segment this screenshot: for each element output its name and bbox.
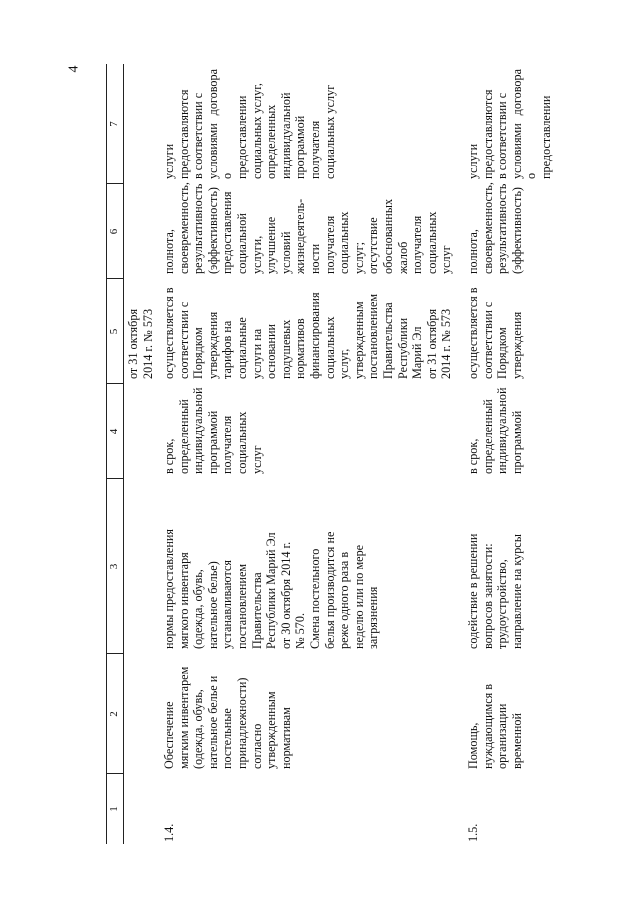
text-line: устанавливаются [220,560,235,649]
row-number: 1.4. [162,823,176,842]
text-line: временной [509,712,524,769]
text-line: полнота, [162,229,176,274]
text-line: основании [264,324,279,379]
text-line: соответствии с [176,301,191,379]
text-line: финансирования [307,292,322,379]
text-line: Марий Эл [410,326,425,379]
text-line: (одежда, обувь, [191,569,206,649]
column-header-2: 2 [108,711,120,717]
text-line: программой [205,410,220,474]
page-number: 4 [66,65,82,73]
carryover-row [122,64,156,844]
text-line: жизнедеятель- [293,198,308,274]
column-header-1: 1 [108,806,120,812]
text-line: предоставления [220,191,235,274]
text-line: предоставлении [538,95,553,179]
text-line: индивидуальной [278,92,293,179]
text-line: в соответствии с [191,92,206,179]
text-line: в соответствии с [495,92,510,179]
text-line: белья производится не [322,531,337,649]
row-number: 1.5. [466,823,480,842]
text-line: тарифов на [220,320,235,379]
services-table [106,64,553,844]
text-line: Республики [395,317,410,379]
payment-procedure [466,279,524,384]
text-line: вопросов занятости: [480,543,495,649]
text-line: услуги предоставляются [466,89,495,179]
text-line: трудоустройство, [495,559,510,649]
text-line: от 31 октября [424,308,439,379]
text-line: предоставлении [234,95,249,179]
text-line: (эффективность) [509,187,524,274]
text-line: своевременность, [480,182,495,274]
text-line: № 570. [293,612,308,649]
text-line: обоснованных [380,198,395,274]
text-line: услуг [249,445,264,474]
column-divider [107,478,123,479]
text-line: в срок, [466,438,480,474]
column-header-4: 4 [108,428,120,435]
column-divider [107,773,123,774]
text-line: нормы предоставления [162,529,176,649]
text-line: содействие в решении [466,533,480,649]
text-line: (эффективность) [205,187,220,274]
text-line: программой получателя [293,115,322,179]
text-line: соответствии с [480,301,495,379]
text-line: услуги на [249,328,264,379]
text-line: услуги, [249,235,264,274]
text-line: получателя [220,415,235,474]
text-line: социальных [322,316,337,379]
text-line: социальных услуг, [249,83,264,179]
text-line: услуг; отсутствие [351,217,381,274]
text-line: социальных [234,411,249,474]
text-line: утвержденным [351,301,366,379]
quality-indicators [162,184,454,279]
column-header-3: 3 [108,563,120,570]
text-line: мягкого инвентаря [176,552,191,649]
text-line: услуг, [337,348,352,379]
text-line: 2014 г. № 573 [140,308,155,379]
text-line: неделю или по мере [351,544,366,649]
text-line: определенных [264,104,279,179]
text-line: согласно [249,723,264,769]
text-line: (одежда, обувь, [191,689,206,769]
text-line: нательное белье и [205,675,220,769]
column-header-7: 7 [108,121,120,127]
service-term [466,384,524,479]
text-line: условиями договора о [205,69,235,179]
text-line: условий [278,231,293,274]
service-name [162,654,293,774]
text-line: определенный [176,399,191,474]
text-line: программой [509,410,524,474]
text-line: нормативов [293,318,308,379]
text-line: жалоб получателя [395,215,425,274]
column-divider [107,183,123,184]
text-line: социальной [234,213,249,274]
quality-indicators [466,184,524,279]
text-line: принадлежности) [234,677,249,769]
column-divider [107,278,123,279]
service-conditions [466,64,554,184]
text-line: своевременность, [176,182,191,274]
text-line: Правительства [249,572,264,649]
text-line: улучшение [264,216,279,274]
text-line: нормативам [278,707,293,769]
column-divider [107,653,123,654]
text-line: нуждающимся в [480,683,495,769]
text-line: загрязнения [366,586,381,649]
text-line: результативность [191,183,206,274]
service-norms [466,479,524,654]
text-line: осуществляется в [466,287,480,379]
text-line: результативность [495,183,510,274]
text-line: Порядком [495,327,510,379]
text-line: индивидуальной [495,387,510,474]
text-line: Республики Марий Эл [264,532,279,649]
text-line: определенный [480,399,495,474]
text-line: постельные [220,708,235,769]
text-line: полнота, [466,229,480,274]
text-line: осуществляется в [162,287,176,379]
payment-procedure [162,279,454,384]
text-line: социальных услуг [424,211,454,274]
text-line: Обеспечение [162,701,176,769]
text-line: постановлением [366,293,381,379]
text-line: от 31 октября [126,308,140,379]
text-line: нательное белье) [205,561,220,649]
text-line: условиями договора о [509,69,539,179]
text-line: Смена постельного [307,548,322,649]
text-line: в срок, [162,438,176,474]
text-line: услуги предоставляются [162,89,191,179]
service-conditions [162,64,337,184]
text-line: подушевых [278,319,293,379]
text-line: утверждения [509,311,524,379]
text-line: направление на курсы [509,534,524,649]
column-header-5: 5 [108,328,120,335]
text-line: реже одного раза в [337,551,352,649]
service-name [466,654,524,774]
text-line: Помощь, [466,722,480,769]
text-line: ности получателя [307,215,337,274]
text-line: от 30 октября 2014 г. [278,541,293,649]
carryover-col5 [122,279,155,384]
text-line: Порядком [191,327,206,379]
column-divider [107,383,123,384]
column-header-6: 6 [108,228,120,235]
text-line: Правительства [380,302,395,379]
text-line: социальные [234,317,249,379]
text-line: утвержденным [264,691,279,769]
text-line: индивидуальной [191,387,206,474]
text-line: организации [495,703,510,769]
text-line: 2014 г. № 573 [439,308,454,379]
text-line: мягким инвентарем [176,666,191,769]
text-line: постановлением [234,563,249,649]
service-norms [162,479,381,654]
text-line: утверждения [205,311,220,379]
text-line: социальных услуг [322,84,337,179]
text-line: социальных [337,211,352,274]
service-term [162,384,264,479]
